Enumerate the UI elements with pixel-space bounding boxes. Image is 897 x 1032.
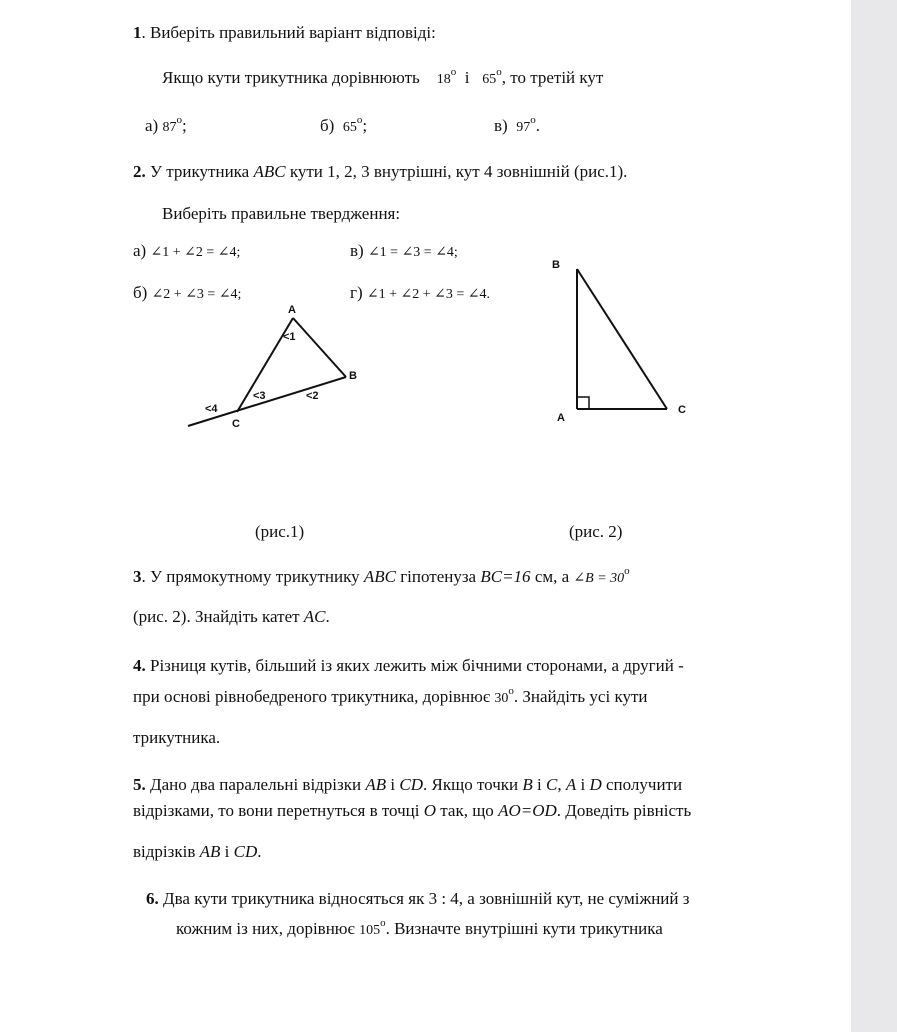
figure-1-caption: (рис.1) <box>255 522 305 541</box>
question-2-option-b: б) ∠2 + ∠3 = ∠4; <box>133 283 242 302</box>
question-4-line-2: при основі рівнобедреного трикутника, дорівнює 30$^o$. Знайдіть усі кути <box>133 685 648 706</box>
figure-1-side-cb-extended <box>188 377 346 426</box>
figure-2-caption: (рис. 2) <box>569 522 623 541</box>
question-5-line-2: відрізками, то вони перетнуться в точці O так, що AO=OD. Доведіть рівність <box>133 801 692 820</box>
question-5-line-3: відрізків AB і CD. <box>133 842 262 861</box>
question-4-line-3: трикутника. <box>133 728 221 747</box>
figure-2-label-c: C <box>678 404 686 416</box>
figure-1-label-b: B <box>349 370 357 382</box>
question-1-option-a: а) 87$^o$; <box>145 114 187 135</box>
figure-2-label-b: B <box>552 259 560 271</box>
question-3-line-2: (рис. 2). Знайдіть катет AC. <box>133 607 330 626</box>
question-2-option-v: в) ∠1 = ∠3 = ∠4; <box>350 241 458 260</box>
question-2-option-a: а) ∠1 + ∠2 = ∠4; <box>133 241 241 260</box>
question-1-option-b: б) 65$^o$; <box>320 114 368 135</box>
question-3-line-1: 3. У прямокутному трикутнику ABC гіпотенуза BC=16 см, а ∠B = $30^o$ <box>133 565 630 586</box>
question-1-title: 1. Виберіть правильний варіант відповіді: <box>133 23 436 42</box>
question-6-line-1: 6. Два кути трикутника відносяться як 3 : 4, а зовнішній кут, не суміжний з <box>146 889 690 908</box>
question-2-title: 2. У трикутника ABC кути 1, 2, 3 внутрішні, кут 4 зовнішній (рис.1). <box>133 162 628 181</box>
figure-1-angle-1: <1 <box>283 331 296 343</box>
figure-1-angle-4: <4 <box>205 403 218 415</box>
question-6-line-2: кожним із них, дорівнює 105$^o$. Визначте внутрішні кути трикутника <box>176 917 663 938</box>
figure-2-hypotenuse-bc <box>577 269 667 409</box>
question-5-line-1: 5. Дано два паралельні відрізки AB і CD. Якщо точки B і C, A і D сполучити <box>133 775 683 794</box>
figure-1-angle-3: <3 <box>253 390 266 402</box>
question-1-option-v: в) 97$^o$. <box>494 114 540 135</box>
question-2-option-g: г) ∠1 + ∠2 + ∠3 = ∠4. <box>350 283 490 302</box>
figure-1-label-a: A <box>288 304 296 316</box>
figure-2-label-a: A <box>557 412 565 424</box>
question-4-line-1: 4. Різниця кутів, більший із яких лежить між бічними сторонами, а другий - <box>133 656 684 675</box>
figure-1-side-ab <box>293 318 346 377</box>
figure-1-label-c: C <box>232 418 240 430</box>
figure-2-right-triangle <box>560 260 680 420</box>
question-2-instruction: Виберіть правильне твердження: <box>162 204 401 223</box>
figure-2-right-angle-mark <box>577 397 589 409</box>
figure-1-angle-2: <2 <box>306 390 319 402</box>
question-1-stem: Якщо кути трикутника дорівнюють 18$^o$ і 65$^o$, то третій кут <box>162 66 604 87</box>
